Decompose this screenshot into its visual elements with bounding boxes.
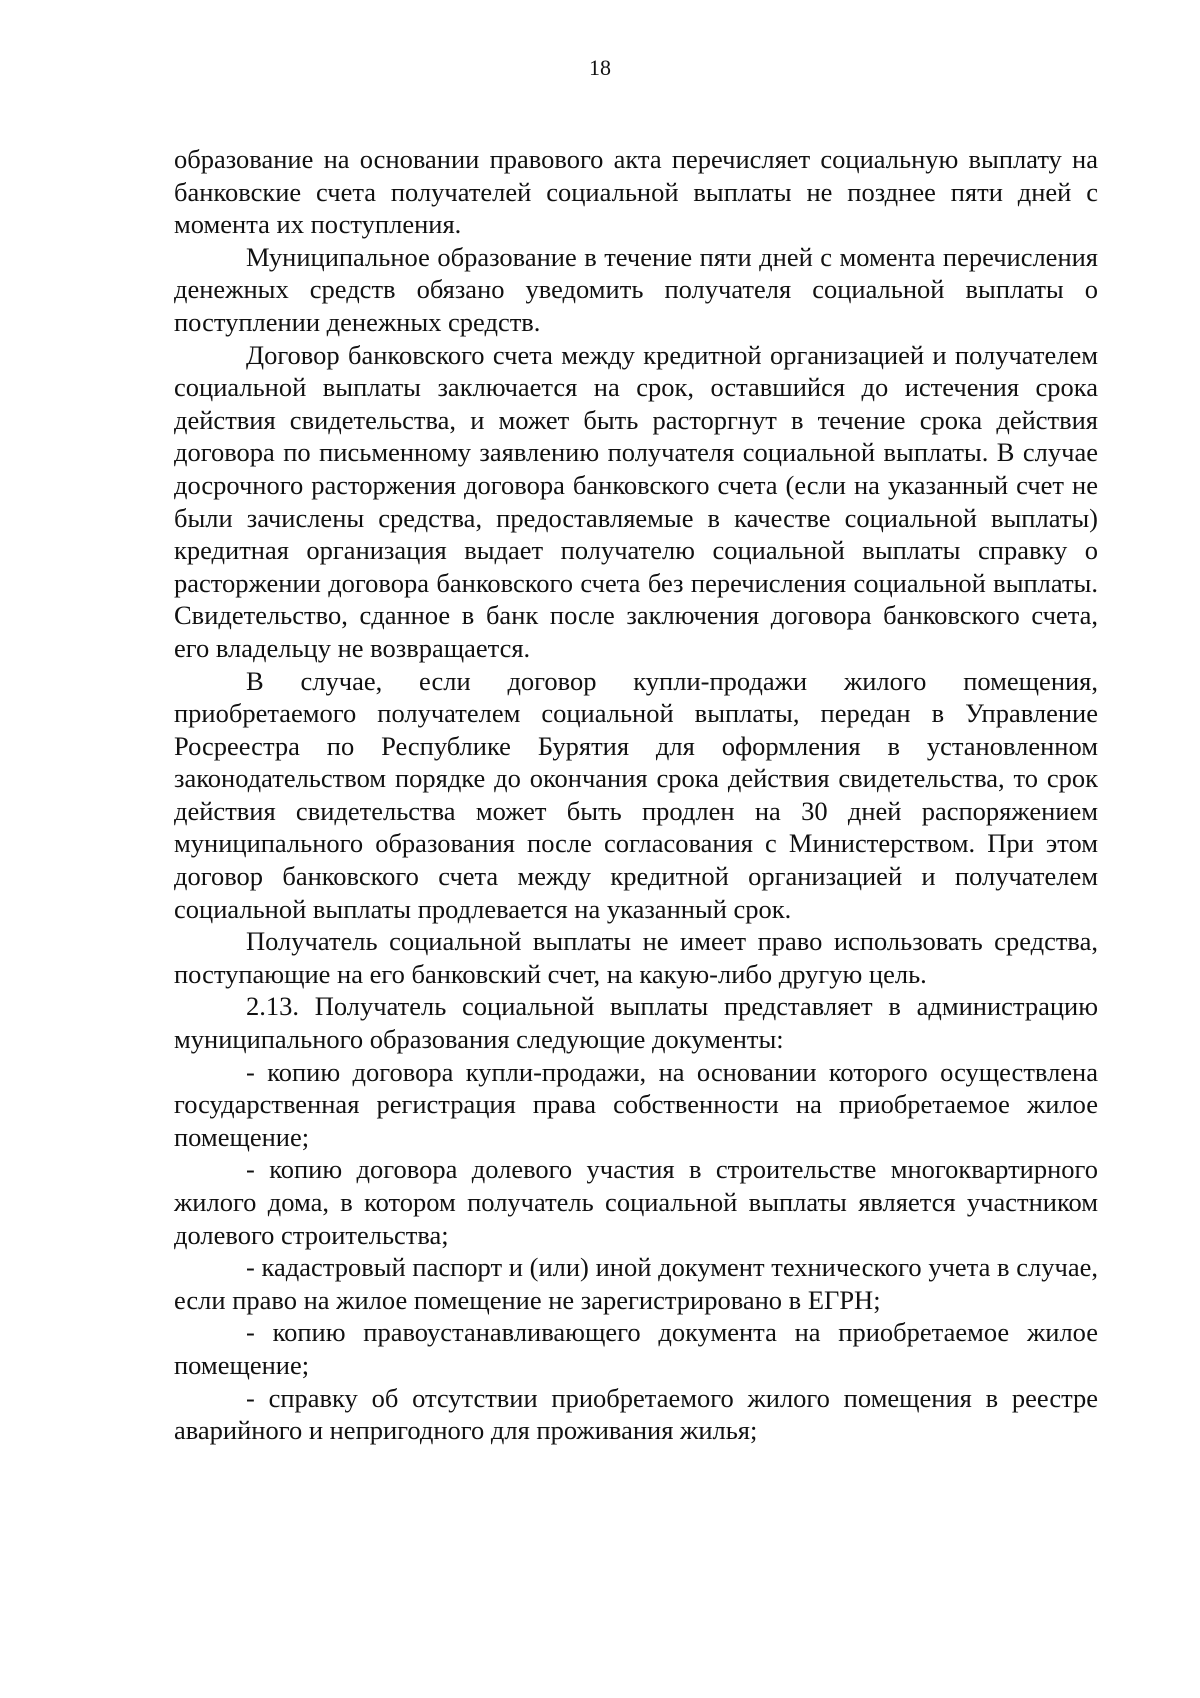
document-body — [174, 143, 1098, 1447]
list-item-shared-construction-contract: - копию договора долевого участия в строительстве многоквартирного жилого дома, в котором получатель социальной выплаты является участником долевого строительства; — [174, 1154, 1098, 1250]
page-number: 18 — [589, 55, 611, 80]
paragraph-certificate-extension: В случае, если договор купли-продажи жилого помещения, приобретаемого получателем социальной выплаты, передан в Управление Росреестра по Республике Бурятия для оформления в установленном законодательством порядке до окончания срока действия свидетельства, то срок действия свидетельства может быть продлен на 30 дней распоряжением муниципального образования после согласования с Министерством. При этом договор банковского счета между кредитной организацией и получателем социальной выплаты продлевается на указанный срок. — [174, 665, 1098, 924]
paragraph-notification: Муниципальное образование в течение пяти дней с момента перечисления денежных средств обязано уведомить получателя социальной выплаты о поступлении денежных средств. — [174, 241, 1098, 337]
list-item-title-document: - копию правоустанавливающего документа на приобретаемое жилое помещение; — [174, 1317, 1098, 1380]
paragraph-funds-use-restriction: Получатель социальной выплаты не имеет право использовать средства, поступающие на его банковский счет, на какую-либо другую цель. — [174, 926, 1098, 989]
paragraph-bank-account-agreement: Договор банковского счета между кредитной организацией и получателем социальной выплаты заключается на срок, оставшийся до истечения срока действия свидетельства, и может быть расторгнут в течение срока действия договора по письменному заявлению получателя социальной выплаты. В случае досрочного расторжения договора банковского счета (если на указанный счет не были зачислены средства, предоставляемые в качестве социальной выплаты) кредитная организация выдает получателю социальной выплаты справку о расторжении договора банковского счета без перечисления социальной выплаты. Свидетельство, сданное в банк после заключения договора банковского счета, его владельцу не возвращается. — [174, 339, 1098, 663]
paragraph-section-2-13: 2.13. Получатель социальной выплаты представляет в администрацию муниципального образования следующие документы: — [174, 991, 1098, 1055]
list-item-sale-contract: - копию договора купли-продажи, на основании которого осуществлена государственная регистрация права собственности на приобретаемое жилое помещение; — [174, 1056, 1098, 1152]
list-item-cadastral-passport: - кадастровый паспорт и (или) иной документ технического учета в случае, если право на жилое помещение не зарегистрировано в ЕГРН; — [174, 1252, 1098, 1315]
paragraph-payment-transfer: образование на основании правового акта перечисляет социальную выплату на банковские счета получателей социальной выплаты не позднее пяти дней с момента их поступления. — [174, 144, 1098, 240]
list-item-emergency-housing-certificate: - справку об отсутствии приобретаемого жилого помещения в реестре аварийного и непригодного для проживания жилья; — [174, 1382, 1098, 1446]
